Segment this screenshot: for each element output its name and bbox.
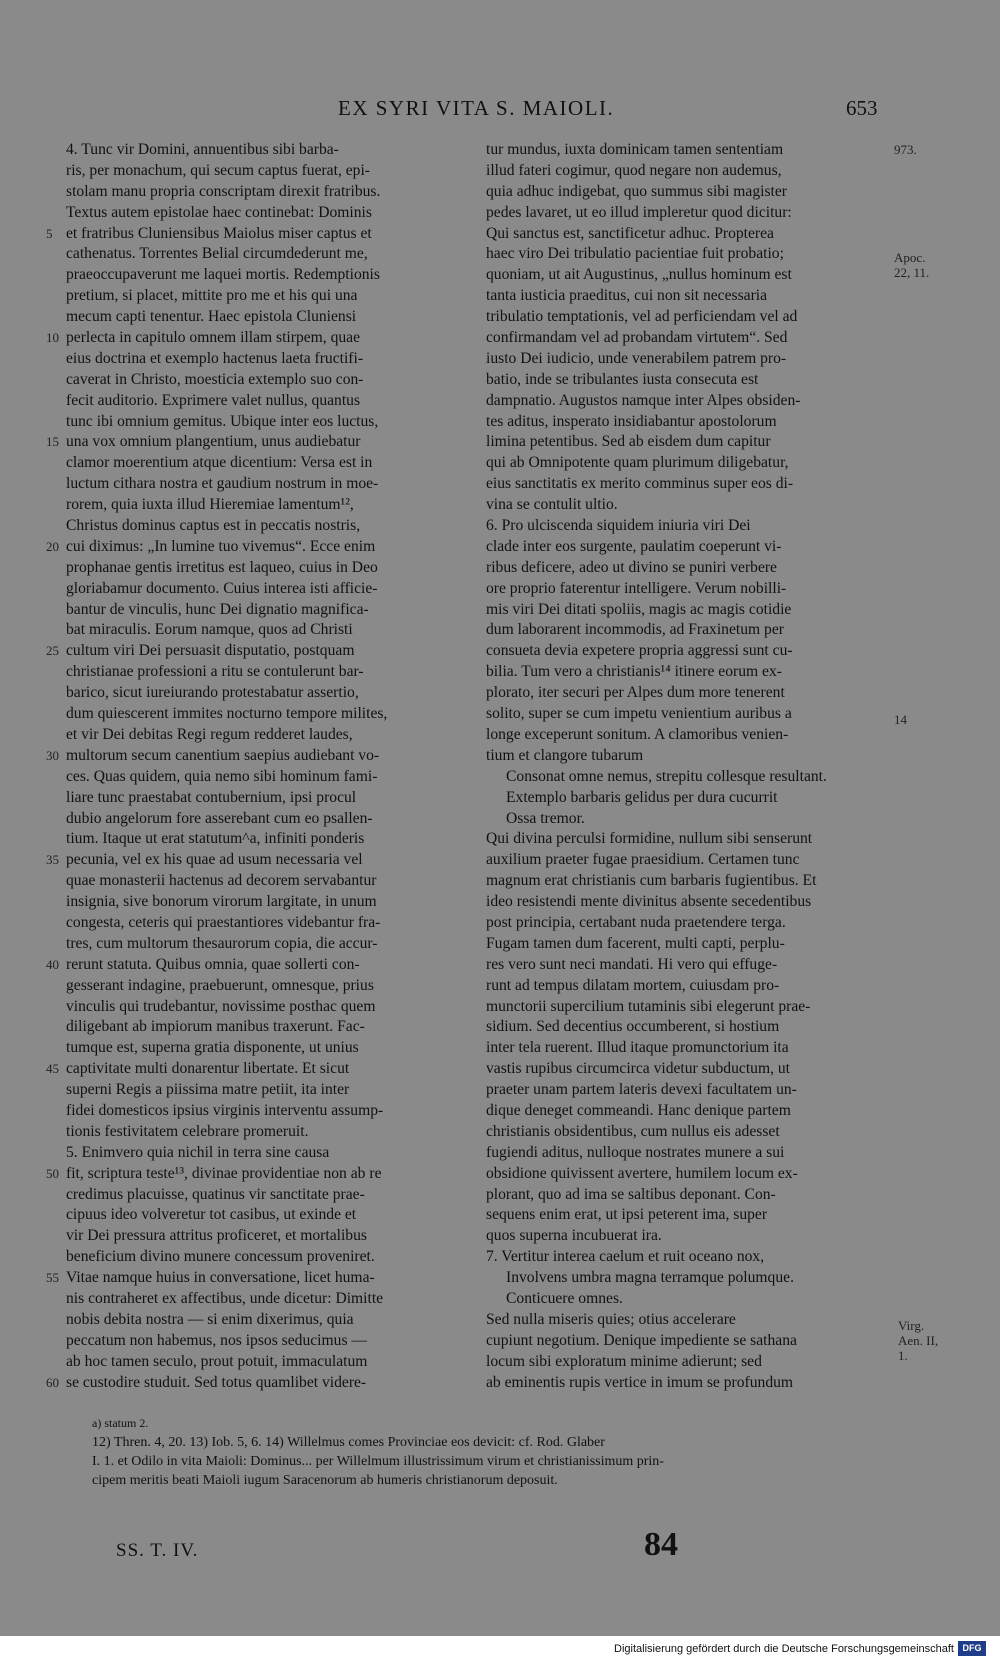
text-line bbox=[66, 934, 466, 955]
line-text: stolam manu propria conscriptam direxit fratribus. bbox=[66, 182, 381, 200]
line-text: eius sanctitatis ex merito comminus super eos di- bbox=[486, 475, 794, 493]
footnote-line-2: I. 1. et Odilo in vita Maioli: Dominus... per Willelmum illustrissimum virum et christianissimum prin- bbox=[92, 1454, 664, 1469]
text-line bbox=[66, 1226, 466, 1247]
line-text: bilia. Tum vero a christianis¹⁴ itinere eorum ex- bbox=[486, 663, 782, 681]
line-text: vastis rupibus circumcirca videtur subductum, ut bbox=[486, 1060, 791, 1078]
line-number: 45 bbox=[46, 1061, 59, 1077]
line-text: quos superna incubuerat ira. bbox=[486, 1227, 662, 1245]
text-line bbox=[486, 1185, 888, 1206]
text-line bbox=[46, 850, 466, 871]
line-text: barico, sicut iureiurando protestabatur assertio, bbox=[66, 684, 359, 702]
line-text: Sed nulla miseris quies; otius accelerare bbox=[486, 1310, 736, 1328]
text-line bbox=[66, 662, 466, 683]
credit-text: Digitalisierung gefördert durch die Deutsche Forschungsgemeinschaft bbox=[614, 1643, 954, 1655]
text-line bbox=[46, 224, 466, 245]
line-number: 25 bbox=[46, 643, 59, 659]
line-text: plorant, quo ad ima se saltibus deponant. Con- bbox=[486, 1185, 776, 1203]
text-line bbox=[66, 871, 466, 892]
footnotes bbox=[92, 1414, 912, 1490]
line-text: 4. Tunc vir Domini, annuentibus sibi barba- bbox=[66, 141, 339, 158]
line-text: haec viro Dei tribulatio pacientiae fuit probatio; bbox=[486, 245, 784, 263]
line-text: auxilium praeter fugae praesidium. Certamen tunc bbox=[486, 851, 800, 869]
line-text: cui diximus: „In lumine tuo vivemus“. Ecce enim bbox=[66, 537, 376, 555]
line-text: ribus deficere, adeo ut divino se puniri verbere bbox=[486, 558, 777, 576]
line-text: tionis festivitatem celebrare promeruit. bbox=[66, 1122, 309, 1140]
text-line bbox=[486, 767, 888, 788]
text-line bbox=[486, 453, 888, 474]
line-text: Textus autem epistolae haec continebat: Dominis bbox=[66, 203, 372, 221]
text-line bbox=[66, 1352, 466, 1373]
line-text: peccatum non habemus, nos ipsos seducimus — bbox=[66, 1331, 368, 1349]
line-text: tunc ibi omnium gemitus. Ubique inter eos luctus, bbox=[66, 412, 379, 430]
text-line bbox=[486, 391, 888, 412]
page-header bbox=[0, 96, 1000, 126]
text-line bbox=[66, 1247, 466, 1268]
line-text: nis contraheret ex affectibus, unde dicetur: Dimitte bbox=[66, 1289, 384, 1307]
line-text: Vitae namque huius in conversatione, licet huma- bbox=[66, 1269, 375, 1287]
text-line bbox=[486, 244, 888, 265]
line-text: credimus placuisse, quatinus vir sanctitate prae- bbox=[66, 1185, 365, 1203]
text-line bbox=[66, 516, 466, 537]
line-text: rerunt statuta. Quibus omnia, quae sollerti con- bbox=[66, 955, 360, 973]
line-text: confirmandam vel ad probandam virtutem“. Sed bbox=[486, 329, 788, 347]
line-text: multorum secum canentium saepius audiebant vo- bbox=[66, 746, 380, 764]
line-text: Involvens umbra magna terramque polumque. bbox=[506, 1269, 794, 1287]
digitization-credit-bar bbox=[0, 1636, 1000, 1664]
line-text: vinculis qui trudebantur, novissime posthac quem bbox=[66, 997, 376, 1015]
text-line bbox=[66, 453, 466, 474]
line-text: pedes lavaret, ut eo illud impleretur quod dicitur: bbox=[486, 203, 792, 221]
line-text: ab hoc tamen seculo, prout potuit, immaculatum bbox=[66, 1352, 368, 1370]
text-line bbox=[66, 286, 466, 307]
line-text: inter tela ruerent. Illud itaque promunctorium ita bbox=[486, 1039, 789, 1057]
line-number: 10 bbox=[46, 330, 59, 346]
text-line bbox=[66, 412, 466, 433]
text-line bbox=[46, 1059, 466, 1080]
text-line bbox=[66, 1101, 466, 1122]
sheet-number: 84 bbox=[644, 1526, 678, 1563]
line-text: christianis obsidentibus, cum nullus eis adesset bbox=[486, 1122, 780, 1140]
line-text: tium. Itaque ut erat statutum^a, infiniti ponderis bbox=[66, 830, 365, 848]
text-line bbox=[486, 558, 888, 579]
text-line bbox=[486, 161, 888, 182]
margin-note-virgil: Virg. Aen. II, 1. bbox=[898, 1318, 939, 1363]
line-text: christianae professioni a ritu se contulerunt bar- bbox=[66, 663, 364, 681]
footnote-line-3: cipem meritis beati Maioli iugum Saracenorum ab humeris christianorum deposuit. bbox=[92, 1473, 558, 1488]
text-line bbox=[486, 1164, 888, 1185]
line-text: tes aditus, insperato insidiabantur apostolorum bbox=[486, 412, 777, 430]
line-text: tur mundus, iuxta dominicam tamen sententiam bbox=[486, 141, 784, 158]
text-line bbox=[486, 913, 888, 934]
text-line bbox=[66, 704, 466, 725]
line-text: runt ad tempus dilatam mortem, cuiusdam pro- bbox=[486, 976, 780, 994]
footnote-a: a) statum 2. bbox=[92, 1416, 149, 1430]
line-number: 55 bbox=[46, 1270, 59, 1286]
text-line bbox=[66, 1331, 466, 1352]
line-text: 7. Vertitur interea caelum et ruit oceano nox, bbox=[486, 1248, 765, 1266]
line-text: prophanae gentis irretitus est laqueo, cuius in Deo bbox=[66, 558, 378, 576]
margin-note-apoc: Apoc. 22, 11. bbox=[894, 250, 930, 280]
text-line bbox=[486, 1373, 888, 1394]
text-line bbox=[66, 1310, 466, 1331]
line-text: praeoccupaverunt me laquei mortis. Redemptionis bbox=[66, 266, 380, 284]
line-text: caverat in Christo, moesticia extemplo suo con- bbox=[66, 370, 364, 388]
text-line bbox=[486, 1143, 888, 1164]
right-text-column bbox=[486, 140, 888, 1393]
text-line bbox=[46, 641, 466, 662]
line-number: 5 bbox=[46, 225, 53, 241]
line-number: 20 bbox=[46, 538, 59, 554]
line-text: dum laborarent incommodis, ad Fraxinetum per bbox=[486, 621, 784, 639]
line-text: Consonat omne nemus, strepitu collesque resultant. bbox=[506, 767, 827, 785]
text-line bbox=[66, 620, 466, 641]
line-text: dubio angelorum fore asserebant cum eo psallen- bbox=[66, 809, 373, 827]
line-text: et vir Dei debitas Regi regum redderet laudes, bbox=[66, 725, 353, 743]
line-text: batio, inde se tribulantes iusta consecuta est bbox=[486, 370, 759, 388]
line-text: congesta, ceteris qui praestantiores videbantur fra- bbox=[66, 913, 381, 931]
line-text: quia adhuc indigebat, quo summus sibi magister bbox=[486, 182, 788, 200]
text-line bbox=[486, 662, 888, 683]
text-line bbox=[46, 432, 466, 453]
line-text: Qui sanctus est, sanctificetur adhuc. Propterea bbox=[486, 224, 774, 242]
text-line bbox=[66, 244, 466, 265]
line-text: locum sibi exploratum minime adierunt; sed bbox=[486, 1352, 762, 1370]
text-line bbox=[486, 955, 888, 976]
text-line bbox=[46, 1268, 466, 1289]
line-number: 40 bbox=[46, 956, 59, 972]
line-text: mis viri Dei ditati spoliis, magis ac magis cotidie bbox=[486, 600, 792, 618]
text-line bbox=[486, 1352, 888, 1373]
text-line bbox=[486, 1289, 888, 1310]
text-line bbox=[486, 1101, 888, 1122]
text-line bbox=[486, 307, 888, 328]
text-line bbox=[486, 1122, 888, 1143]
line-number: 35 bbox=[46, 852, 59, 868]
text-line bbox=[66, 1205, 466, 1226]
line-text: tium et clangore tubarum bbox=[486, 746, 644, 764]
line-text: magnum erat christianis cum barbaris fugientibus. Et bbox=[486, 872, 817, 890]
text-line bbox=[486, 976, 888, 997]
text-line bbox=[486, 683, 888, 704]
text-line bbox=[66, 1185, 466, 1206]
line-text: ideo resistendi mente divinitus absente secedentibus bbox=[486, 893, 812, 911]
line-text: quoniam, ut ait Augustinus, „nullus hominum est bbox=[486, 266, 792, 284]
text-line bbox=[486, 516, 888, 537]
text-line bbox=[66, 892, 466, 913]
line-text: solito, super se cum impetu venientium auribus a bbox=[486, 705, 792, 723]
text-line bbox=[486, 203, 888, 224]
line-text: fugiendi aditus, nulloque nostrates munere a sui bbox=[486, 1143, 785, 1161]
line-text: bantur de vinculis, hunc Dei dignatio magnifica- bbox=[66, 600, 369, 618]
line-text: quae monasterii hactenus ad decorem servabantur bbox=[66, 872, 377, 890]
text-line bbox=[486, 286, 888, 307]
text-line bbox=[486, 474, 888, 495]
line-text: captivitate multi donarentur libertate. Et sicut bbox=[66, 1060, 350, 1078]
text-line bbox=[66, 788, 466, 809]
text-line bbox=[66, 203, 466, 224]
text-line bbox=[66, 161, 466, 182]
margin-note-14: 14 bbox=[894, 712, 907, 727]
text-line bbox=[486, 788, 888, 809]
text-line bbox=[486, 1268, 888, 1289]
line-text: se custodire studuit. Sed totus quamlibet videre- bbox=[66, 1373, 367, 1391]
line-text: consueta devia expetere propria aggressi sunt cu- bbox=[486, 642, 793, 660]
line-text: cupiunt negotium. Denique impediente se sathana bbox=[486, 1331, 797, 1349]
text-line bbox=[66, 349, 466, 370]
text-line bbox=[486, 349, 888, 370]
text-line bbox=[486, 1247, 888, 1268]
text-line bbox=[46, 746, 466, 767]
line-text: sidium. Sed decentius occumberent, si hostium bbox=[486, 1018, 780, 1036]
text-line bbox=[66, 579, 466, 600]
line-text: beneficium divino munere concessum proveniret. bbox=[66, 1248, 375, 1266]
line-text: tres, cum multorum thesaurorum copia, die accur- bbox=[66, 934, 378, 952]
text-line bbox=[66, 913, 466, 934]
line-text: dampnatio. Augustos namque inter Alpes obsiden- bbox=[486, 391, 801, 409]
line-text: dum quiescerent immites nocturno tempore milites, bbox=[66, 705, 388, 723]
text-line bbox=[66, 1080, 466, 1101]
line-text: clamor moerentium atque dicentium: Versa est in bbox=[66, 454, 373, 472]
text-line bbox=[66, 725, 466, 746]
text-line bbox=[46, 537, 466, 558]
line-text: Ossa tremor. bbox=[506, 809, 585, 827]
line-text: insignia, sive bonorum virorum largitate, in unum bbox=[66, 893, 377, 911]
running-title: EX SYRI VITA S. MAIOLI. bbox=[338, 96, 615, 120]
line-text: perlecta in capitulo omnem illam stirpem, quae bbox=[66, 329, 361, 347]
line-text: fecit auditorio. Exprimere valet nullus, quantus bbox=[66, 391, 361, 409]
text-line bbox=[66, 829, 466, 850]
text-line bbox=[486, 495, 888, 516]
line-text: illud fateri cogimur, quod negare non audemus, bbox=[486, 161, 782, 179]
text-line bbox=[66, 495, 466, 516]
line-text: cipuus ideo volveretur tot casibus, ut exinde et bbox=[66, 1206, 357, 1224]
line-text: cathenatus. Torrentes Belial circumdederunt me, bbox=[66, 245, 368, 263]
text-line bbox=[66, 140, 466, 161]
text-line bbox=[66, 600, 466, 621]
text-line bbox=[486, 934, 888, 955]
line-text: pecunia, vel ex his quae ad usum necessaria vel bbox=[66, 851, 363, 869]
text-line bbox=[66, 1122, 466, 1143]
text-line bbox=[66, 558, 466, 579]
text-line bbox=[46, 1164, 466, 1185]
text-line bbox=[66, 370, 466, 391]
line-text: gesserant indagine, praebuerunt, omnesque, prius bbox=[66, 976, 374, 994]
text-line bbox=[486, 704, 888, 725]
line-text: fit, scriptura teste¹³, divinae providentiae non ab re bbox=[66, 1164, 382, 1182]
line-text: post principia, certabant nuda praetendere terga. bbox=[486, 913, 786, 931]
line-text: plorato, iter securi per Alpes dum more tenerent bbox=[486, 684, 785, 702]
left-text-column bbox=[46, 140, 466, 1393]
text-line bbox=[66, 1017, 466, 1038]
text-line bbox=[66, 307, 466, 328]
text-line bbox=[486, 412, 888, 433]
line-text: vir Dei pressura attritus proficeret, et mortalibus bbox=[66, 1227, 367, 1245]
text-line bbox=[66, 683, 466, 704]
line-text: longe exceperunt sonitum. A clamoribus venien- bbox=[486, 725, 789, 743]
line-text: fidei domesticos ipsius virginis interventu assump- bbox=[66, 1101, 384, 1119]
line-text: Extemplo barbaris gelidus per dura cucurrit bbox=[506, 788, 778, 806]
line-number: 50 bbox=[46, 1165, 59, 1181]
line-text: 6. Pro ulciscenda siquidem iniuria viri Dei bbox=[486, 517, 751, 535]
line-text: tribulatio temptationis, vel ad perficiendam vel ad bbox=[486, 308, 798, 326]
margin-note-year: 973. bbox=[894, 142, 917, 157]
line-text: Christus dominus captus est in peccatis nostris, bbox=[66, 517, 361, 535]
text-line bbox=[486, 892, 888, 913]
line-text: liare tunc praestabat contubernium, ipsi procul bbox=[66, 788, 357, 806]
text-line bbox=[486, 1331, 888, 1352]
page-number: 653 bbox=[846, 96, 878, 120]
text-line bbox=[486, 370, 888, 391]
text-line bbox=[486, 224, 888, 245]
line-text: rorem, quia iuxta illud Hieremiae lamentum¹², bbox=[66, 496, 354, 514]
text-line bbox=[66, 1289, 466, 1310]
text-line bbox=[486, 620, 888, 641]
text-line bbox=[66, 265, 466, 286]
line-text: tumque est, superna gratia disponente, ut unius bbox=[66, 1039, 359, 1057]
line-text: qui ab Omnipotente quam plurimum diligebatur, bbox=[486, 454, 789, 472]
text-line bbox=[66, 767, 466, 788]
line-text: luctum cithara nostra et gaudium nostrum in moe- bbox=[66, 475, 379, 493]
text-line bbox=[486, 725, 888, 746]
line-text: gloriabamur documento. Cuius interea isti afficie- bbox=[66, 579, 378, 597]
line-text: Conticuere omnes. bbox=[506, 1289, 623, 1307]
line-text: ces. Quas quidem, quia nemo sibi hominum fami- bbox=[66, 767, 378, 785]
text-line bbox=[486, 600, 888, 621]
text-line bbox=[46, 328, 466, 349]
text-line bbox=[486, 641, 888, 662]
line-text: res vero sunt neci mandati. Hi vero qui effuge- bbox=[486, 955, 778, 973]
line-text: ore proprio faterentur intelligere. Verum nobilli- bbox=[486, 579, 787, 597]
text-line bbox=[486, 328, 888, 349]
text-line bbox=[486, 1017, 888, 1038]
text-line bbox=[486, 1080, 888, 1101]
line-text: dique deneget commeandi. Hanc denique partem bbox=[486, 1101, 791, 1119]
line-text: Qui divina perculsi formidine, nullum sibi senserunt bbox=[486, 830, 813, 848]
line-number: 60 bbox=[46, 1374, 59, 1390]
text-line bbox=[486, 1310, 888, 1331]
line-text: limina petentibus. Sed ab eisdem dum capitur bbox=[486, 433, 771, 451]
text-line bbox=[486, 579, 888, 600]
text-line bbox=[486, 746, 888, 767]
line-text: eius doctrina et exemplo hactenus laeta fructifi- bbox=[66, 349, 364, 367]
line-text: Fugam tamen dum facerent, multi capti, perplu- bbox=[486, 934, 785, 952]
line-text: diligebant ab impiorum manibus traxerunt. Fac- bbox=[66, 1018, 365, 1036]
text-line bbox=[486, 1059, 888, 1080]
line-text: sequens enim erat, ut ipsi peterent ima, super bbox=[486, 1206, 768, 1224]
line-text: clade inter eos surgente, paulatim coeperunt vi- bbox=[486, 537, 782, 555]
text-line bbox=[486, 1226, 888, 1247]
text-line bbox=[486, 140, 888, 161]
line-text: vina se contulit ultio. bbox=[486, 496, 618, 514]
text-line bbox=[66, 391, 466, 412]
text-line bbox=[486, 829, 888, 850]
line-text: nobis debita nostra — si enim dixerimus, quia bbox=[66, 1310, 354, 1328]
dfg-logo-icon: DFG bbox=[958, 1641, 986, 1656]
line-text: mecum capti tenentur. Haec epistola Cluniensi bbox=[66, 308, 357, 326]
text-line bbox=[66, 1143, 466, 1164]
text-line bbox=[66, 1038, 466, 1059]
line-text: cultum viri Dei persuasit disputatio, postquam bbox=[66, 642, 355, 660]
line-text: 5. Enimvero quia nichil in terra sine causa bbox=[66, 1143, 330, 1161]
text-line bbox=[486, 265, 888, 286]
line-text: ab eminentis rupis vertice in imum se profundum bbox=[486, 1373, 794, 1391]
line-text: munctorii supercilium tutaminis sibi elegerunt prae- bbox=[486, 997, 811, 1015]
line-text: una vox omnium plangentium, unus audiebatur bbox=[66, 433, 361, 451]
text-line bbox=[66, 997, 466, 1018]
line-text: tanta iusticia praeditus, cui non sit necessaria bbox=[486, 287, 768, 305]
text-line bbox=[486, 432, 888, 453]
line-text: obsidione quivissent avertere, humilem locum ex- bbox=[486, 1164, 798, 1182]
line-text: iusto Dei iudicio, unde venerabilem patrem pro- bbox=[486, 349, 787, 367]
footnote-line-1: 12) Thren. 4, 20. 13) Iob. 5, 6. 14) Willelmus comes Provinciae eos devicit: cf. Rod. Glaber bbox=[92, 1435, 605, 1450]
text-line bbox=[46, 955, 466, 976]
line-text: superni Regis a piissima matre petiit, ita inter bbox=[66, 1081, 350, 1099]
text-line bbox=[486, 537, 888, 558]
text-line bbox=[66, 474, 466, 495]
text-line bbox=[486, 1205, 888, 1226]
line-text: et fratribus Cluniensibus Maiolus miser captus et bbox=[66, 224, 372, 242]
volume-signature: SS. T. IV. bbox=[116, 1540, 199, 1561]
text-line bbox=[66, 809, 466, 830]
line-number: 30 bbox=[46, 747, 59, 763]
text-line bbox=[486, 809, 888, 830]
text-line bbox=[66, 976, 466, 997]
line-number: 15 bbox=[46, 434, 59, 450]
text-line bbox=[46, 1373, 466, 1394]
text-line bbox=[486, 182, 888, 203]
text-line bbox=[486, 871, 888, 892]
line-text: bat miraculis. Eorum namque, quos ad Christi bbox=[66, 621, 353, 639]
line-text: praeter unam partem lateris devexi facultatem un- bbox=[486, 1081, 797, 1099]
text-line bbox=[486, 997, 888, 1018]
line-text: ris, per monachum, qui secum captus fuerat, epi- bbox=[66, 161, 370, 179]
text-line bbox=[486, 1038, 888, 1059]
text-line bbox=[486, 850, 888, 871]
line-text: pretium, si placet, mittite pro me et his qui una bbox=[66, 287, 358, 305]
text-line bbox=[66, 182, 466, 203]
